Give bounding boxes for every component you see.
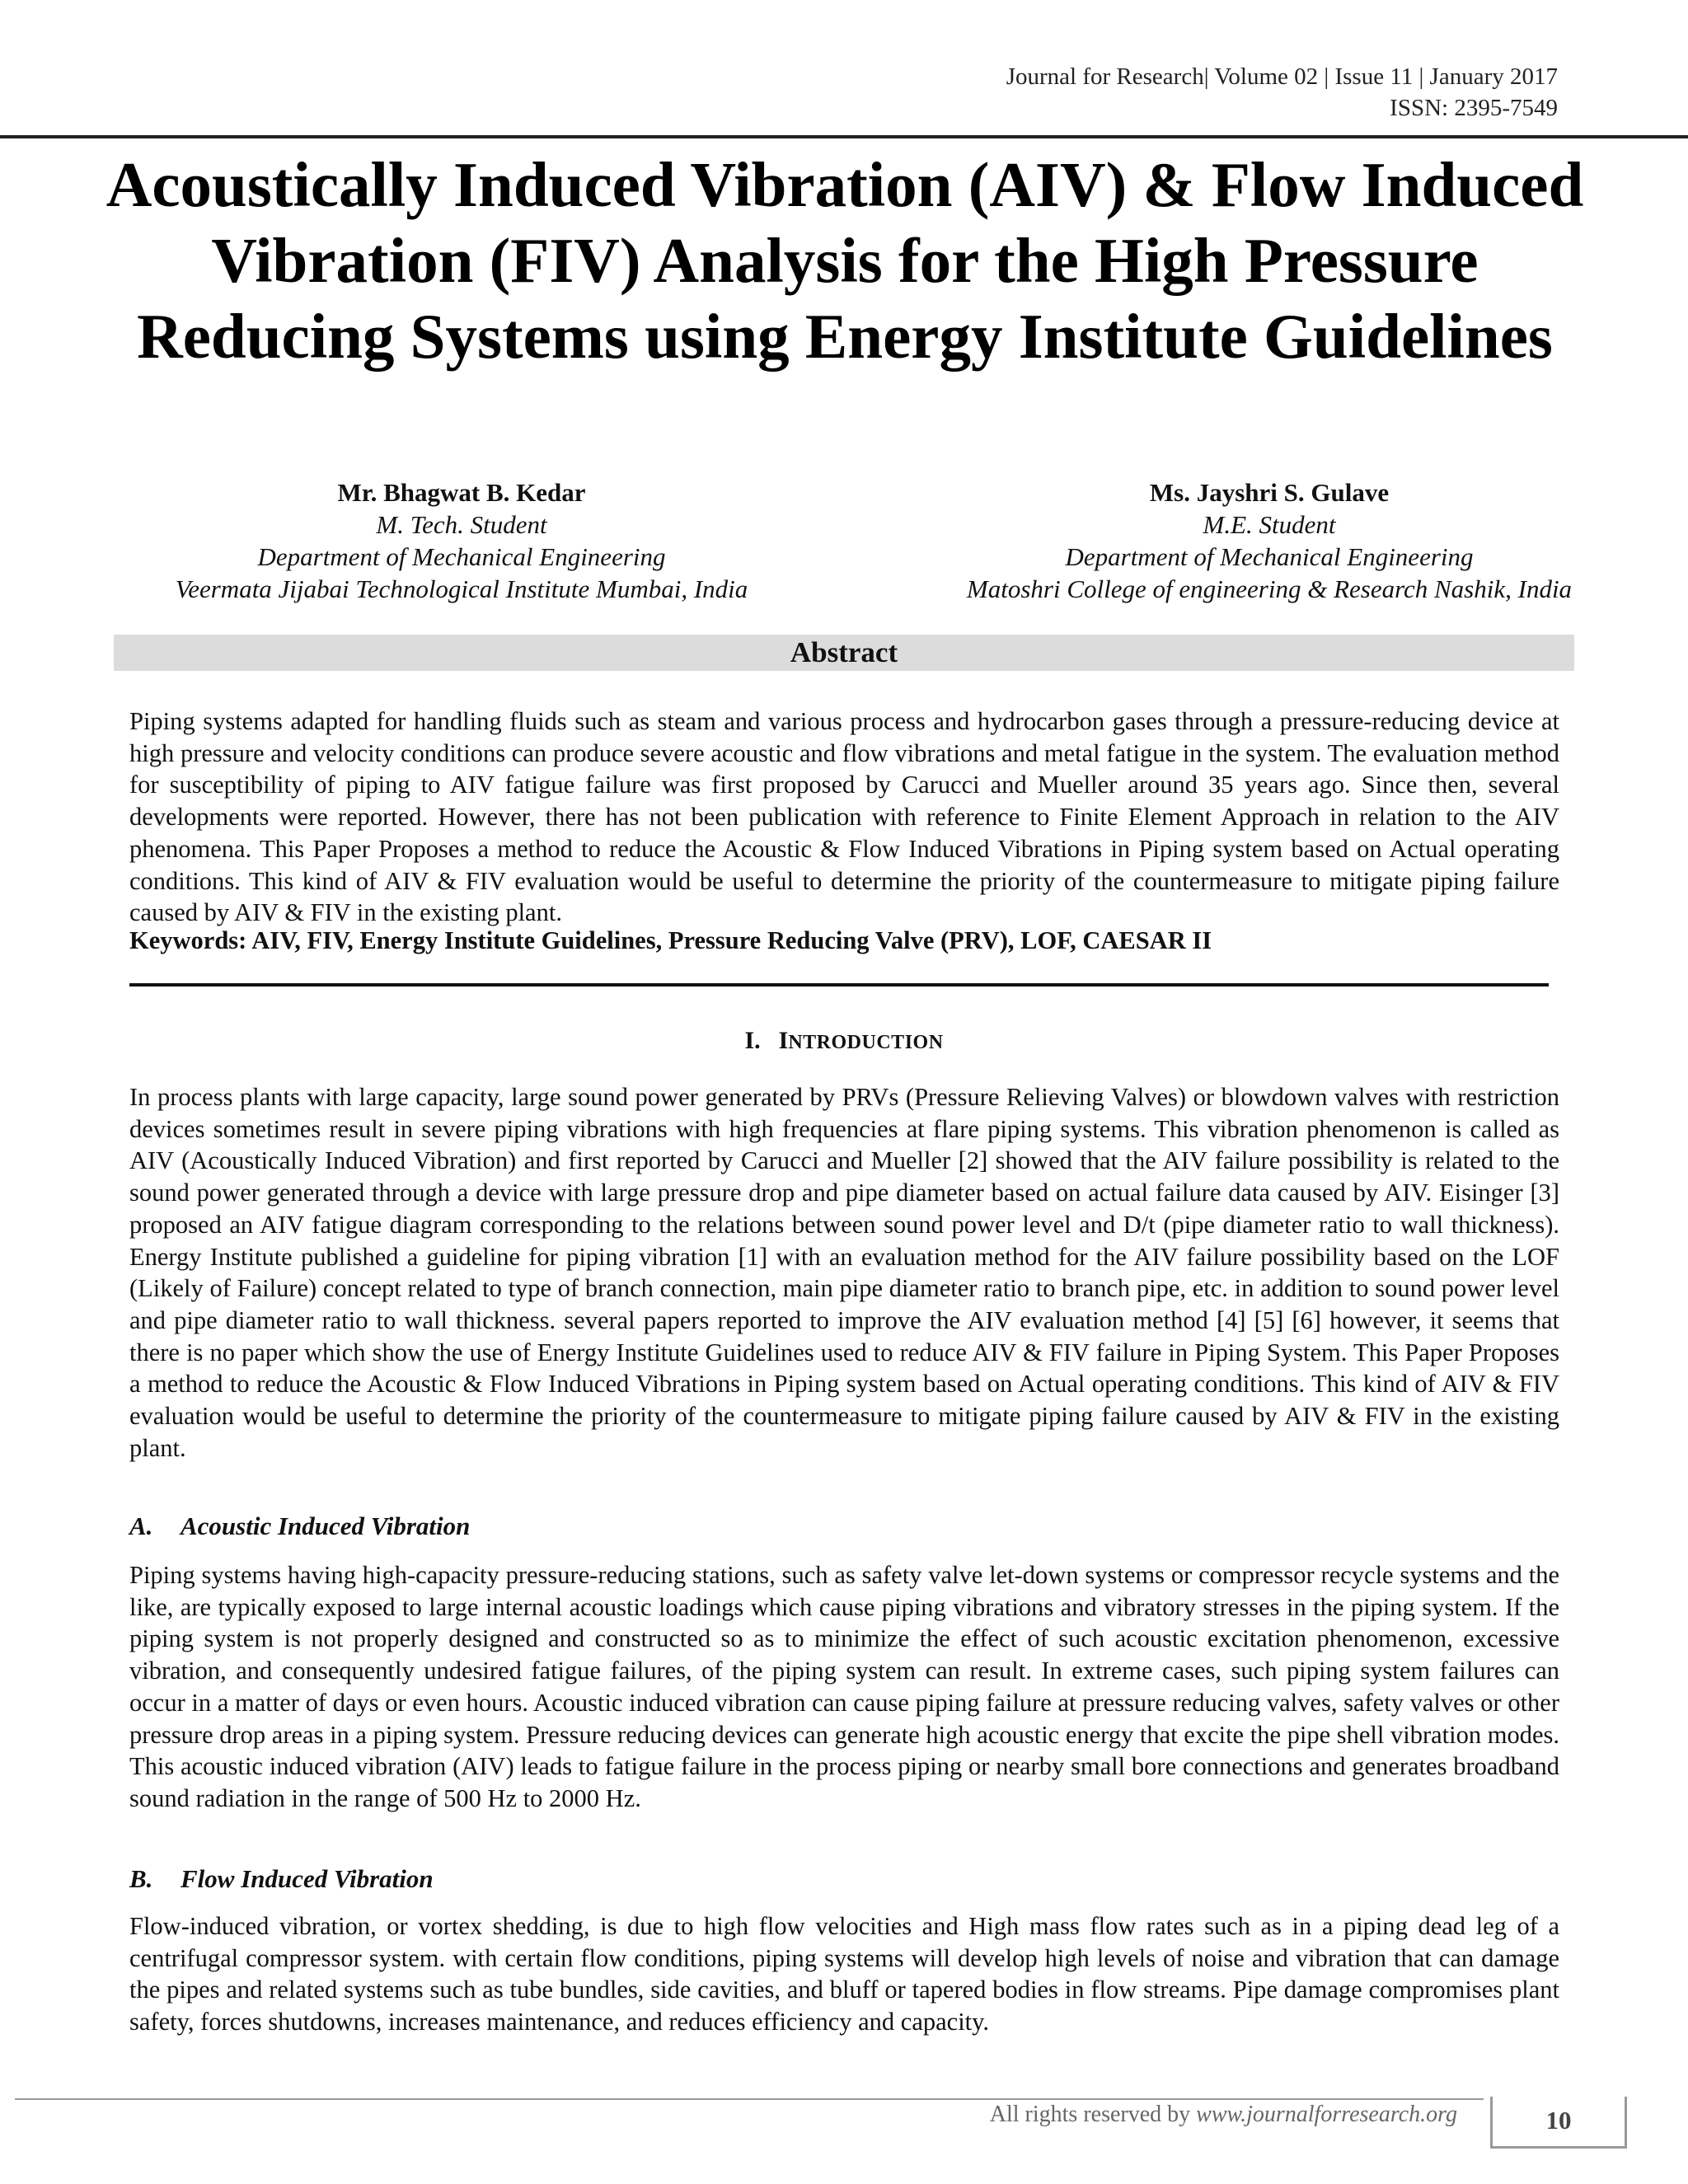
journal-info: Journal for Research| Volume 02 | Issue 11 | January 2017 <box>1006 63 1558 90</box>
rights-text: All rights reserved by <box>989 2102 1191 2127</box>
subsection-label: A. <box>129 1511 153 1540</box>
author-role: M.E. Student <box>1203 510 1336 539</box>
author-2 <box>857 476 1681 605</box>
subsection-title: Acoustic Induced Vibration <box>181 1511 471 1540</box>
journal-url: www.journalforresearch.org <box>1196 2102 1457 2127</box>
author-name: Mr. Bhagwat B. Kedar <box>337 478 586 507</box>
abstract-rule <box>129 983 1549 987</box>
author-institute: Matoshri College of engineering & Research Nashik, India <box>966 574 1573 603</box>
keywords: Keywords: AIV, FIV, Energy Institute Guidelines, Pressure Reducing Valve (PRV), LOF, CAESAR II <box>129 926 1212 954</box>
abstract-text: Piping systems adapted for handling fluids such as steam and various process and hydrocarbon gases through a pressure-reducing device at high pressure and velocity conditions can produce severe acoustic and flow vibrations and metal fatigue in the system. The evaluation method for susceptibility of piping to AIV fatigue failure was first proposed by Carucci and Mueller around 35 years ago. Since then, several developments were reported. However, there has not been publication with reference to Finite Element Approach in relation to the AIV phenomena. This Paper Proposes a method to reduce the Acoustic & Flow Induced Vibrations in Piping system based on Actual operating conditions. This kind of AIV & FIV evaluation would be useful to determine the priority of the countermeasure to mitigate piping failure caused by AIV & FIV in the existing plant. <box>129 707 1559 927</box>
author-role: M. Tech. Student <box>376 510 547 539</box>
subsection-heading-aiv <box>129 1511 470 1542</box>
author-department: Department of Mechanical Engineering <box>1065 542 1474 571</box>
page-number: 10 <box>1490 2097 1627 2149</box>
section-title-initial: I <box>778 1027 789 1054</box>
section-number: I. <box>744 1027 761 1054</box>
author-institute: Veermata Jijabai Technological Institute Mumbai, India <box>175 574 748 603</box>
paper-title: Acoustically Induced Vibration (AIV) & Flow Induced Vibration (FIV) Analysis for the High Pressure Reducing Systems using Energy Institute Guidelines <box>106 149 1584 372</box>
subsection-title: Flow Induced Vibration <box>181 1864 434 1893</box>
abstract-heading: Abstract <box>114 635 1574 671</box>
introduction-text: In process plants with large capacity, large sound power generated by PRVs (Pressure Relieving Valves) or blowdown valves with restriction devices sometimes result in severe piping vibrations with high frequencies at flare piping systems. This vibration phenomenon is called as AIV (Acoustically Induced Vibration) and first reported by Carucci and Mueller [2] showed that the AIV failure possibility is related to the sound power generated through a device with large pressure drop and pipe diameter based on actual failure data caused by AIV. Eisinger [3] proposed an AIV fatigue diagram corresponding to the relations between sound power level and D/t (pipe diameter ratio to wall thickness). Energy Institute published a guideline for piping vibration [1] with an evaluation method for the AIV failure possibility based on the LOF (Likely of Failure) concept related to type of branch connection, main pipe diameter ratio to branch pipe, etc. in addition to sound power level and pipe diameter ratio to wall thickness. several papers reported to improve the AIV evaluation method [4] [5] [6] however, it seems that there is no paper which show the use of Energy Institute Guidelines used to reduce AIV & FIV failure in Piping System. This Paper Proposes a method to reduce the Acoustic & Flow Induced Vibrations in Piping system based on Actual operating conditions. This kind of AIV & FIV evaluation would be useful to determine the priority of the countermeasure to mitigate piping failure caused by AIV & FIV in the existing plant. <box>129 1083 1559 1462</box>
author-name: Ms. Jayshri S. Gulave <box>1149 478 1390 507</box>
issn: ISSN: 2395-7549 <box>1390 95 1558 121</box>
author-1 <box>132 476 791 605</box>
authors-block <box>132 476 1573 608</box>
section-title-rest: NTRODUCTION <box>788 1032 944 1053</box>
subsection-label: B. <box>129 1864 153 1893</box>
fiv-text: Flow-induced vibration, or vortex shedding, is due to high flow velocities and High mass flow rates such as in a piping dead leg of a centrifugal compressor system. with certain flow conditions, piping systems will develop high levels of noise and vibration that can damage the pipes and related systems such as tube bundles, side cavities, and bluff or tapered bodies in flow streams. Pipe damage compromises plant safety, forces shutdowns, increases maintenance, and reduces efficiency and capacity. <box>129 1912 1559 2036</box>
aiv-text: Piping systems having high-capacity pressure-reducing stations, such as safety valve let-down systems or compressor recycle systems and the like, are typically exposed to large internal acoustic loadings which cause piping vibrations and vibratory stresses in the piping system. If the piping system is not properly designed and constructed so as to minimize the effect of such acoustic excitation phenomenon, excessive vibration, and consequently undesired fatigue failures, of the piping system can result. In extreme cases, such piping system failures can occur in a matter of days or even hours. Acoustic induced vibration can cause piping failure at pressure reducing valves, safety valves or other pressure drop areas in a piping system. Pressure reducing devices can generate high acoustic energy that excite the pipe shell vibration modes. This acoustic induced vibration (AIV) leads to fatigue failure in the process piping or nearby small bore connections and generates broadband sound radiation in the range of 500 Hz to 2000 Hz. <box>129 1561 1559 1812</box>
footer-rights <box>990 2100 1457 2130</box>
header-rule <box>0 135 1688 138</box>
subsection-heading-fiv <box>129 1863 434 1895</box>
section-heading-introduction <box>0 1025 1688 1058</box>
author-department: Department of Mechanical Engineering <box>257 542 666 571</box>
journal-header <box>1006 61 1558 124</box>
